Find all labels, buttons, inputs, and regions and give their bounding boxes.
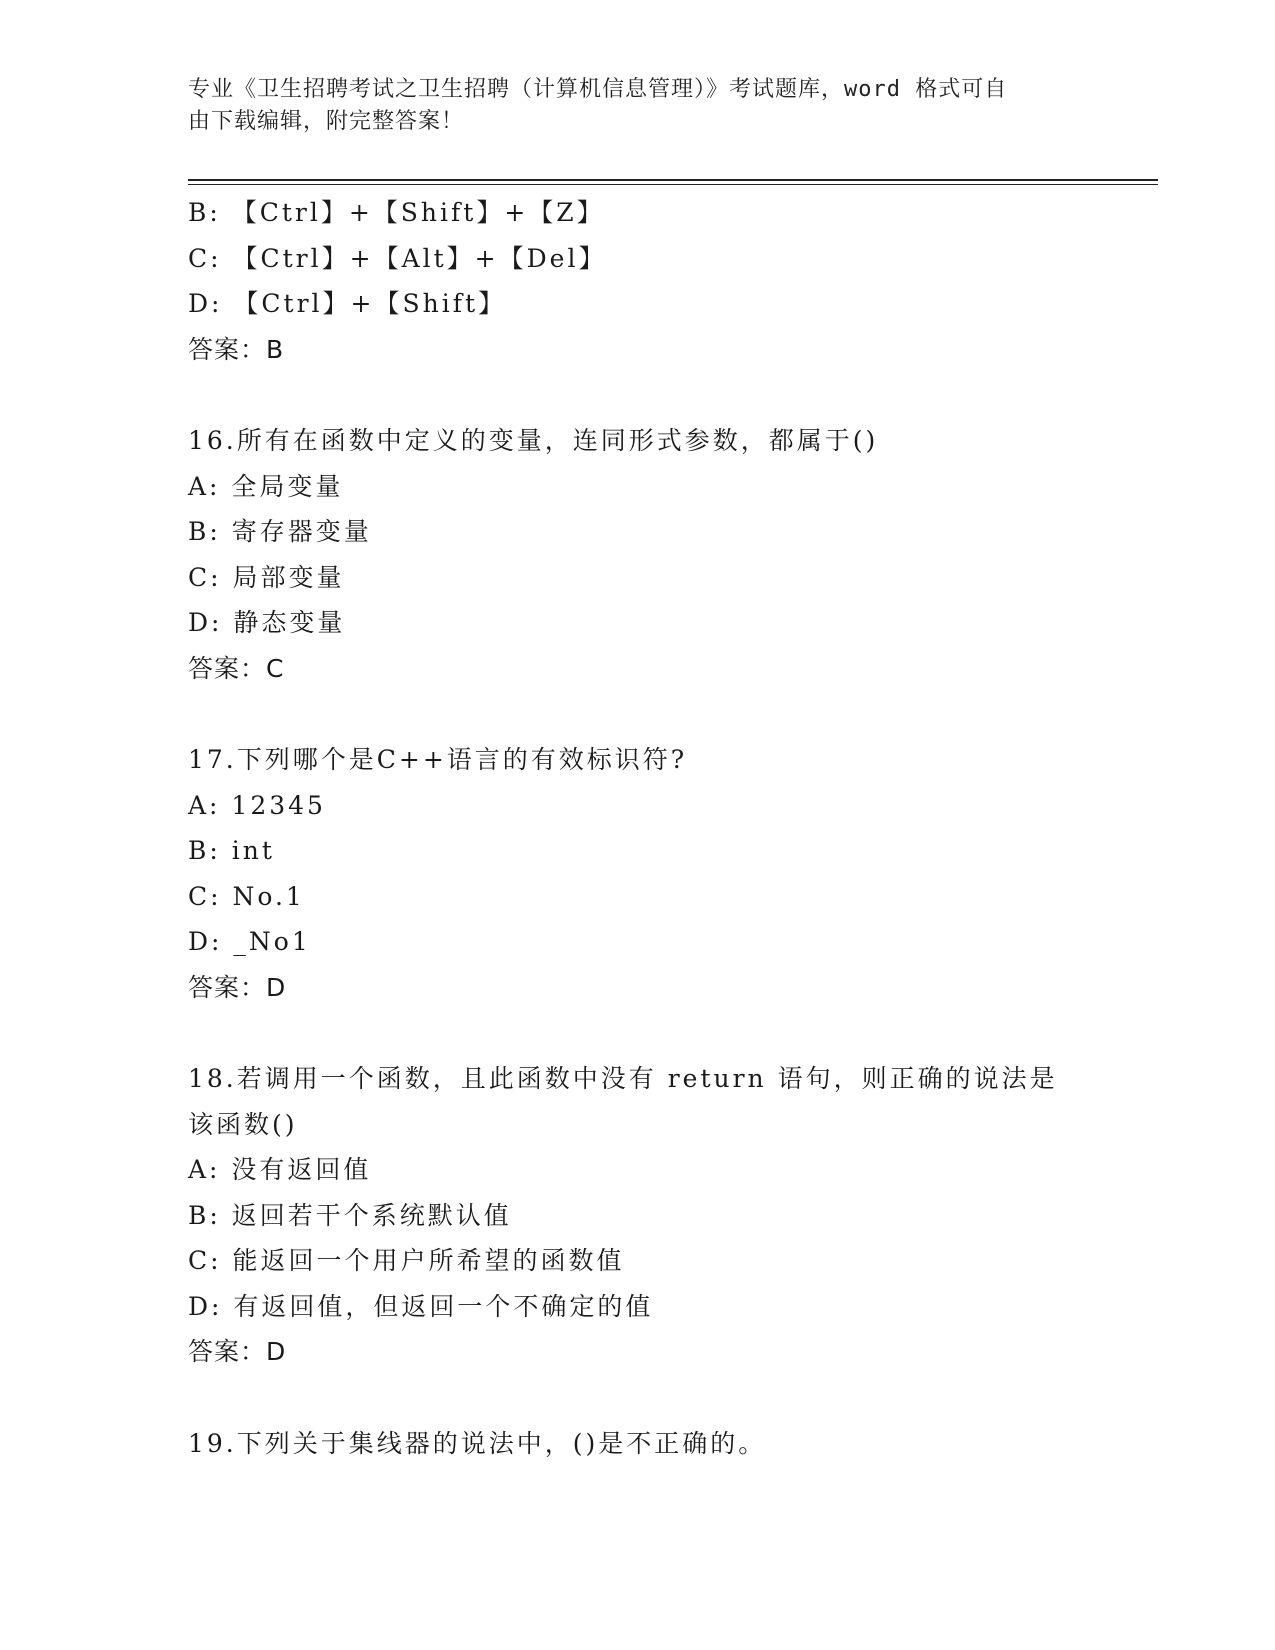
option-b: B: 寄存器变量: [188, 517, 372, 546]
question-text: 17.下列哪个是C++语言的有效标识符?: [188, 745, 688, 774]
option-d: D: 【Ctrl】+【Shift】: [188, 289, 507, 318]
question-19: [188, 1421, 1078, 1467]
option-d: D: 有返回值，但返回一个不确定的值: [188, 1291, 654, 1321]
document-header: [188, 74, 1068, 138]
question-text-line-1: 18.若调用一个函数，且此函数中没有 return 语句，则正确的说法是: [188, 1064, 1058, 1093]
question-16: [188, 418, 1078, 691]
option-d: D: _No1: [188, 927, 311, 956]
option-c: C: 【Ctrl】+【Alt】+【Del】: [188, 243, 607, 273]
option-c: C: 能返回一个用户所希望的函数值: [188, 1246, 625, 1275]
header-line-1: 专业《卫生招聘考试之卫生招聘（计算机信息管理）》考试题库，word 格式可自: [188, 77, 1008, 102]
option-a: A: 没有返回值: [188, 1155, 372, 1184]
question-list: [188, 190, 1078, 1466]
spacer: [188, 1010, 1078, 1056]
question-18: [188, 1056, 1078, 1375]
option-b: B: 【Ctrl】+【Shift】+【Z】: [188, 198, 605, 227]
question-text-line-2: 该函数(): [188, 1109, 298, 1139]
option-d: D: 静态变量: [188, 608, 346, 637]
option-b: B: 返回若干个系统默认值: [188, 1200, 512, 1230]
spacer: [188, 691, 1078, 737]
spacer: [188, 1375, 1078, 1421]
answer: 答案：D: [188, 1337, 287, 1366]
header-divider-thick: [188, 179, 1158, 181]
option-a: A: 全局变量: [188, 471, 344, 501]
question-17: [188, 737, 1078, 1010]
option-b: B: int: [188, 836, 275, 865]
option-c: C: 局部变量: [188, 562, 345, 592]
option-c: C: No.1: [188, 881, 305, 911]
answer: 答案：C: [188, 653, 285, 683]
question-15: [188, 190, 1078, 372]
header-divider-thin: [188, 184, 1158, 185]
option-a: A: 12345: [188, 790, 326, 820]
question-text: 16.所有在函数中定义的变量，连同形式参数，都属于(): [188, 426, 879, 455]
spacer: [188, 372, 1078, 418]
answer: 答案：B: [188, 334, 285, 364]
question-text: 19.下列关于集线器的说法中，()是不正确的。: [188, 1428, 767, 1458]
header-line-2: 由下载编辑，附完整答案！: [188, 109, 465, 134]
answer: 答案：D: [188, 972, 287, 1002]
